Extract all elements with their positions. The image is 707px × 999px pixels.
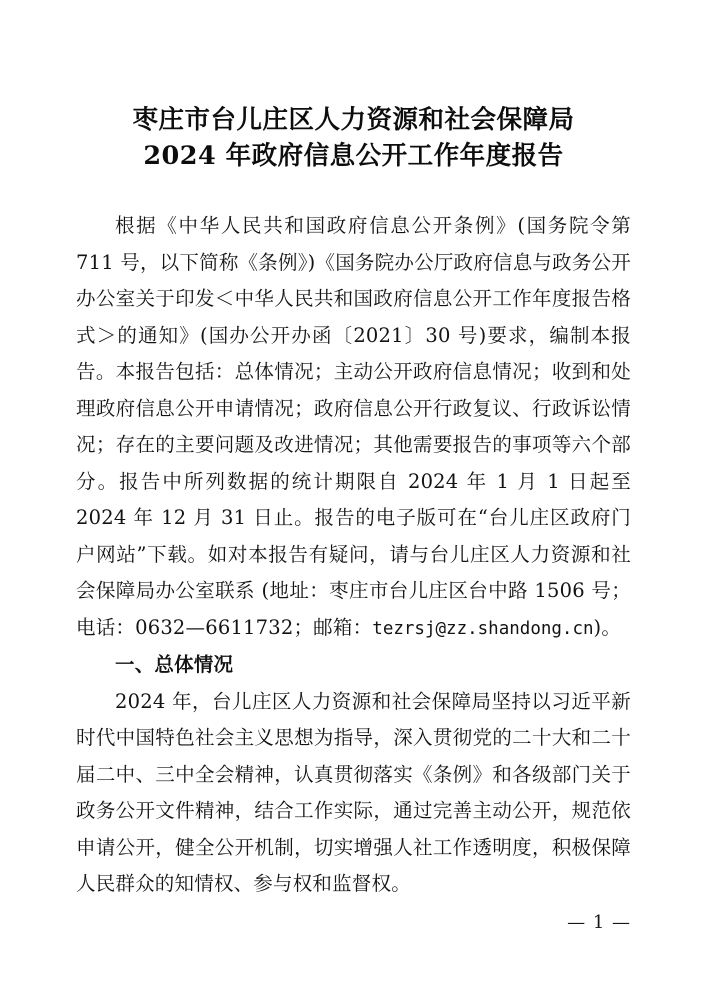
title-line-2: 2024 年政府信息公开工作年度报告 [143, 141, 564, 171]
page-number: — 1 — [567, 912, 631, 933]
document-body [76, 208, 631, 903]
paragraph-intro [76, 208, 631, 647]
title-line-1: 枣庄市台儿庄区人力资源和社会保障局 [132, 105, 575, 135]
section-1-body: 2024 年，台儿庄区人力资源和社会保障局坚持以习近平新时代中国特色社会主义思想为指导，深入贯彻党的二十大和二十届二中、三中全会精神，认真贯彻落实《条例》和各级部门关于政务公开文件精神，结合工作实际，通过完善主动公开，规范依申请公开，健全公开机制，切实增强人社工作透明度，积极保障人民群众的知情权、参与权和监督权。 [76, 689, 631, 895]
section-1-heading: 一、总体情况 [115, 653, 234, 676]
document-title [76, 102, 631, 174]
paragraph-intro-tail: )。 [593, 615, 622, 639]
paragraph-intro-text: 根据《中华人民共和国政府信息公开条例》(国务院令第 711 号，以下简称《条例》)《国务院办公厅政府信息与政务公开办公室关于印发＜中华人民共和国政府信息公开工作年度报告格式＞的通知》(国办公开办函〔2021〕30 号)要求，编制本报告。本报告包括：总体情况；主动公开政府信息情况；收到和处理政府信息公开申请情况；政府信息公开行政复议、行政诉讼情况；存在的主要问题及改进情况；其他需要报告的事项等六个部分。报告中所列数据的统计期限自 2024 年 1 月 1 日起至 2024 年 12 月 31 日止。报告的电子版可在“台儿庄区政府门户网站”下载。如对本报告有疑问，请与台儿庄区人力资源和社会保障局办公室联系 (地址：枣庄市台儿庄区台中路 1506 号；电话：0632—6611732；邮箱： [76, 214, 631, 639]
contact-email: tezrsj@zz.shandong.cn [372, 618, 594, 639]
